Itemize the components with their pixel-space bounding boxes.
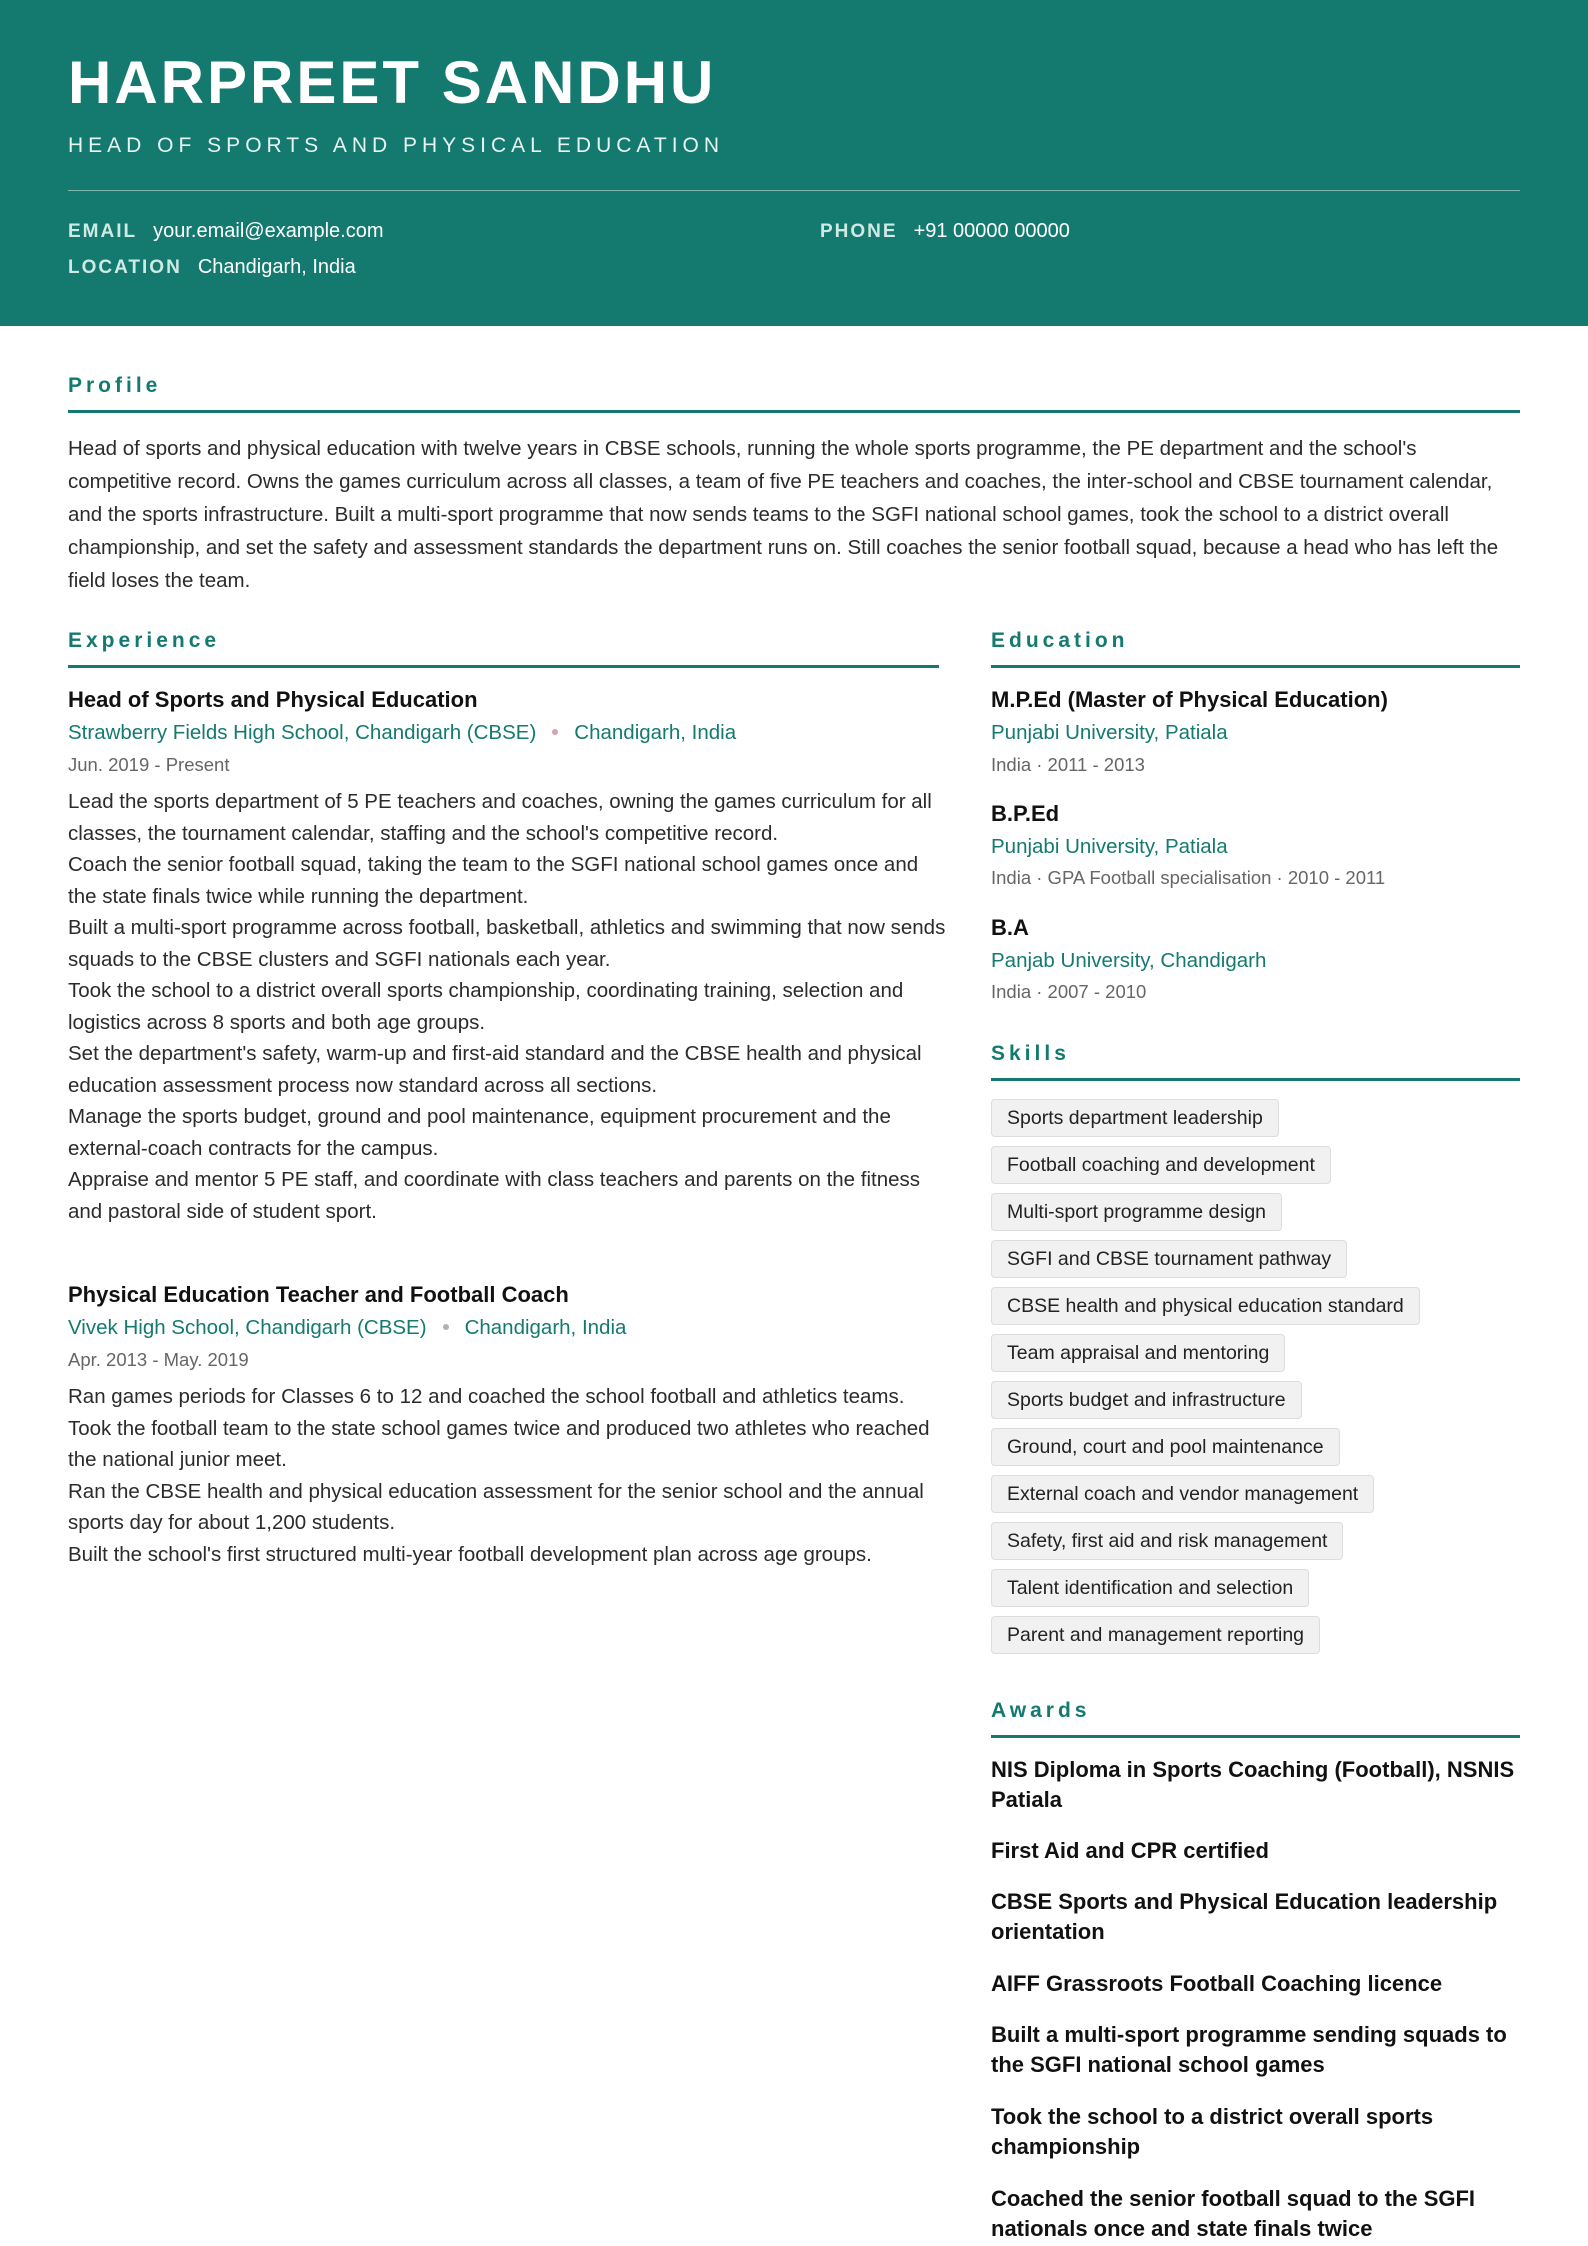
award-item: Built a multi-sport programme sending squads to the SGFI national school games [991,2022,1507,2077]
profile-summary: Head of sports and physical education with twelve years in CBSE schools, running the whole sports programme, the PE department and the school's competitive record. Owns the games curriculum across all classes, a team of five PE teachers and coaches, the inter-school and CBSE tournament calendar, and the sports infrastructure. Built a multi-sport programme that now sends teams to the SGFI national school games, took the school to a district overall championship, and set the safety and assessment standards the department runs on. Still coaches the senior football squad, because a head who has left the field loses the team. [68,437,1499,592]
education-degree: B.A [991,915,1029,940]
award-item: Took the school to a district overall sports championship [991,2104,1434,2159]
skill-tag: External coach and vendor management [991,1475,1374,1513]
profile-heading: Profile [68,374,162,397]
skill-tag: Team appraisal and mentoring [991,1334,1285,1372]
experience-heading: Experience [68,629,221,652]
education-degree: M.P.Ed (Master of Physical Education) [991,687,1388,712]
job-company: Strawberry Fields High School, Chandigarh (CBSE) [68,721,537,744]
location-label: LOCATION [68,257,182,278]
email-label: EMAIL [68,221,138,242]
skill-tag: Safety, first aid and risk management [991,1522,1343,1560]
job-bullets [68,786,948,1227]
skill-tag: Talent identification and selection [991,1569,1309,1607]
education-meta: India · GPA Football specialisation · 2010 - 2011 [991,867,1386,888]
candidate-title: HEAD OF SPORTS AND PHYSICAL EDUCATION [68,134,725,157]
award-item: Coached the senior football squad to the SGFI nationals once and state finals twice [991,2186,1476,2241]
awards-heading: Awards [991,1699,1091,1722]
job-dates: Apr. 2013 - May. 2019 [68,1349,249,1370]
skill-tag: Multi-sport programme design [991,1193,1282,1231]
header-divider [68,190,1520,191]
job-bullet: Set the department's safety, warm-up and first-aid standard and the CBSE health and physical education assessment process now standard across all sections. [68,1042,922,1097]
contact-phone [820,218,1070,245]
job-bullet: Took the football team to the state school games twice and produced two athletes who reached the national junior meet. [68,1416,930,1471]
education-meta: India · 2007 - 2010 [991,981,1147,1002]
skills-list [991,1099,1520,1663]
education-school: Punjabi University, Patiala [991,721,1228,744]
contact-email [68,218,384,245]
location-value: Chandigarh, India [197,256,356,278]
job-org [68,1315,626,1341]
award-item: First Aid and CPR certified [991,1838,1269,1863]
skill-tag: CBSE health and physical education standard [991,1287,1420,1325]
skill-tag: SGFI and CBSE tournament pathway [991,1240,1347,1278]
resume-header [0,0,1588,326]
job-bullet: Built the school's first structured multi-year football development plan across age groups. [68,1542,872,1566]
job-bullets [68,1381,948,1570]
job-title: Physical Education Teacher and Football Coach [68,1282,569,1307]
skill-tag: Ground, court and pool maintenance [991,1428,1340,1466]
education-meta: India · 2011 - 2013 [991,754,1145,775]
skill-tag: Sports budget and infrastructure [991,1381,1302,1419]
job-org [68,720,736,746]
job-bullet: Appraise and mentor 5 PE staff, and coordinate with class teachers and parents on the fitness and pastoral side of student sport. [68,1168,921,1223]
experience-rule [68,665,939,668]
education-school: Punjabi University, Patiala [991,835,1228,858]
job-location: Chandigarh, India [464,1316,627,1339]
contact-location [68,254,356,281]
candidate-name: HARPREET SANDHU [68,49,717,116]
skill-tag: Sports department leadership [991,1099,1279,1137]
skills-rule [991,1078,1520,1081]
awards-rule [991,1735,1520,1738]
skill-tag: Football coaching and development [991,1146,1331,1184]
award-item: AIFF Grassroots Football Coaching licence [991,1971,1443,1996]
skills-heading: Skills [991,1042,1070,1065]
job-bullet: Ran the CBSE health and physical education assessment for the senior school and the annual sports day for about 1,200 students. [68,1479,924,1534]
award-item: CBSE Sports and Physical Education leadership orientation [991,1889,1498,1944]
job-bullet: Coach the senior football squad, taking the team to the SGFI national school games once and the state finals twice while running the department. [68,853,919,908]
profile-rule [68,410,1520,413]
job-bullet: Manage the sports budget, ground and pool maintenance, equipment procurement and the external-coach contracts for the campus. [68,1105,891,1160]
job-bullet: Lead the sports department of 5 PE teachers and coaches, owning the games curriculum for all classes, the tournament calendar, staffing and the school's competitive record. [68,790,932,845]
skill-tag: Parent and management reporting [991,1616,1320,1654]
job-bullet: Built a multi-sport programme across football, basketball, athletics and swimming that now sends squads to the CBSE clusters and SGFI nationals each year. [68,916,946,971]
separator-dot [443,1324,449,1330]
phone-value[interactable]: +91 00000 00000 [913,220,1070,242]
education-rule [991,665,1520,668]
award-item: NIS Diploma in Sports Coaching (Football), NSNIS Patiala [991,1757,1515,1812]
education-heading: Education [991,629,1129,652]
job-location: Chandigarh, India [574,721,737,744]
job-title: Head of Sports and Physical Education [68,687,478,712]
education-degree: B.P.Ed [991,801,1060,826]
job-bullet: Ran games periods for Classes 6 to 12 and coached the school football and athletics teams. [68,1385,905,1408]
education-school: Panjab University, Chandigarh [991,949,1267,972]
job-company: Vivek High School, Chandigarh (CBSE) [68,1316,427,1339]
phone-label: PHONE [820,221,898,242]
separator-dot [552,729,558,735]
email-value[interactable]: your.email@example.com [153,220,384,242]
job-dates: Jun. 2019 - Present [68,754,230,775]
job-bullet: Took the school to a district overall sports championship, coordinating training, selection and logistics across 8 sports and both age groups. [68,979,904,1034]
